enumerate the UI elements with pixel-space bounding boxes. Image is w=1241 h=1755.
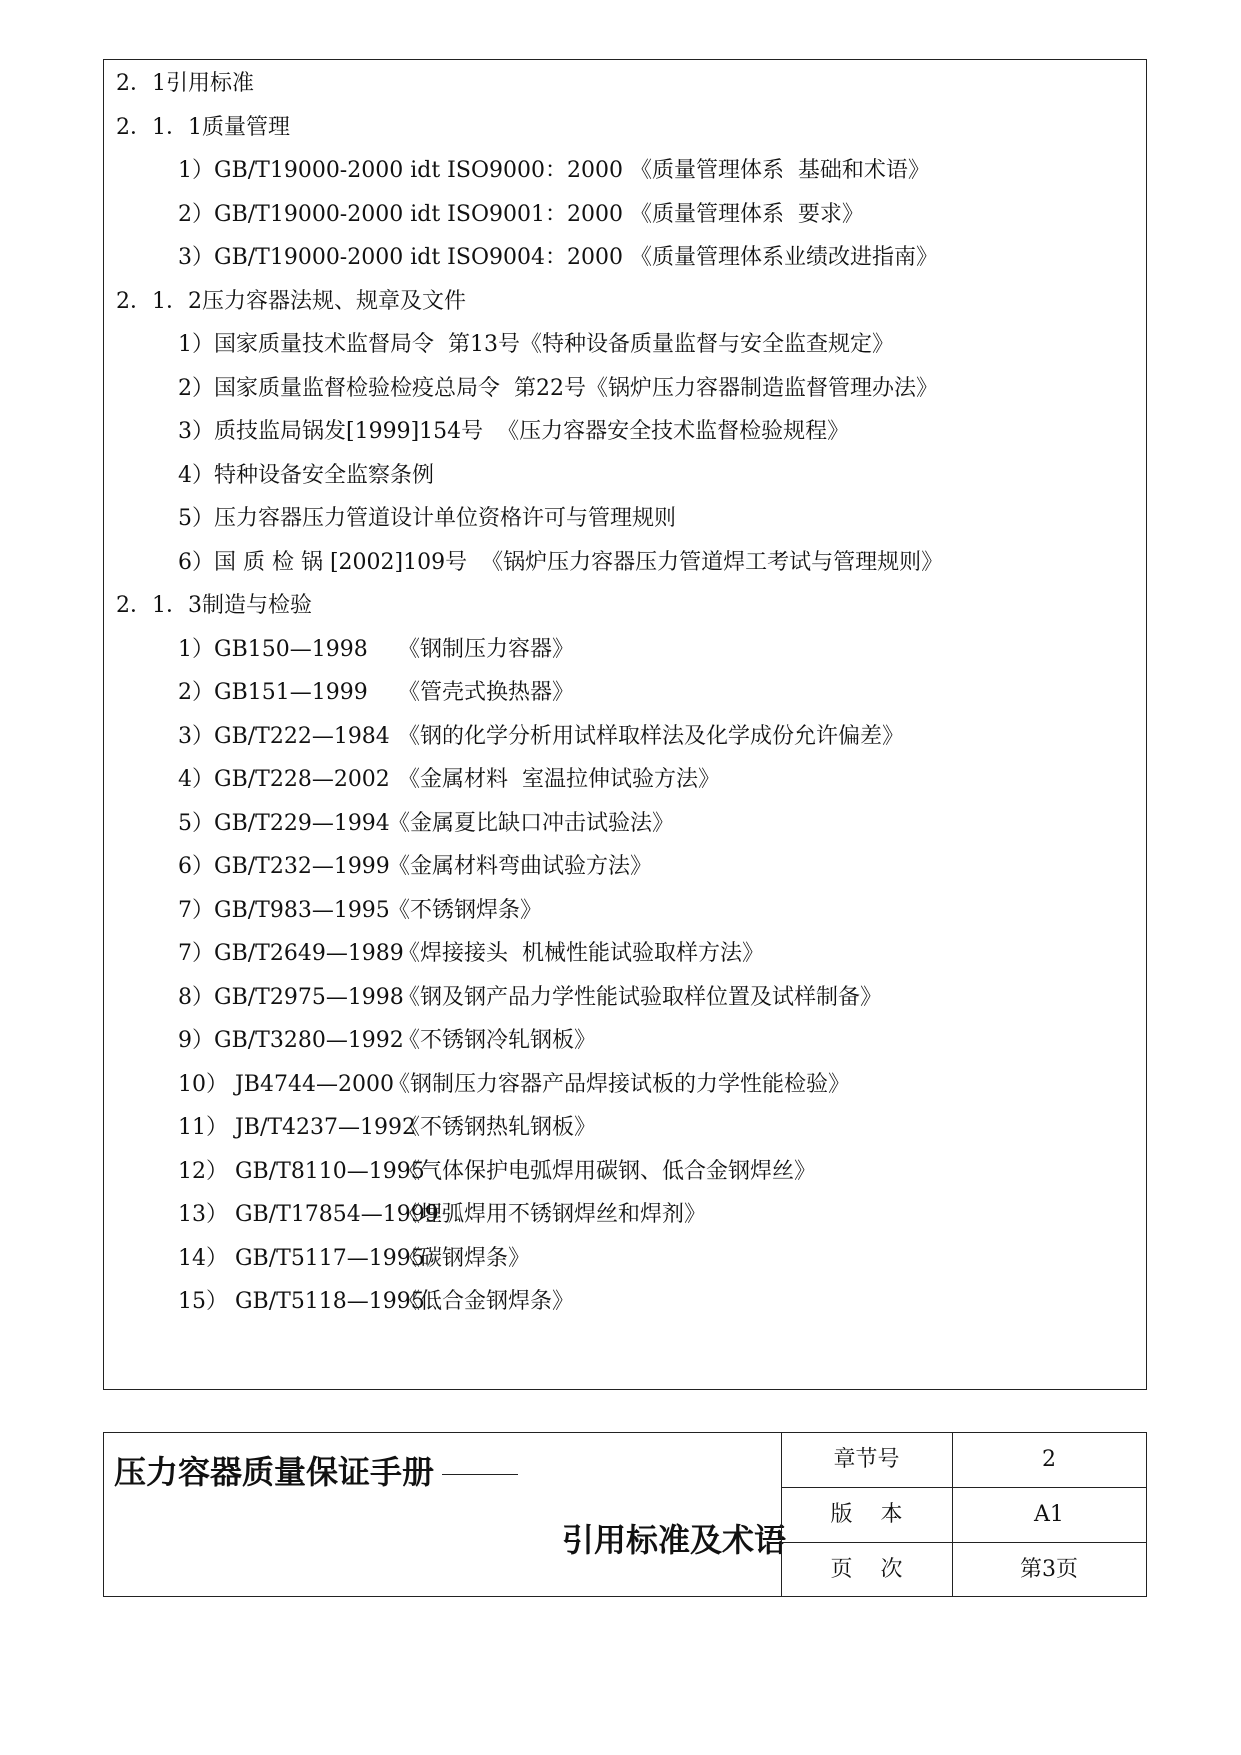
standard-code: 11） JB/T4237—1992 bbox=[178, 1115, 417, 1140]
standard-item bbox=[178, 1071, 850, 1099]
standard-item bbox=[178, 1288, 574, 1316]
reference-item: 4）特种设备安全监察条例 bbox=[178, 462, 434, 488]
standard-code: 9）GB/T3280—1992 bbox=[178, 1028, 404, 1053]
standard-item bbox=[178, 723, 904, 751]
page-label: 页 次 bbox=[830, 1557, 903, 1582]
manual-title: 压力容器质量保证手册 bbox=[114, 1447, 518, 1493]
standard-item bbox=[178, 897, 542, 925]
standard-code: 10） JB4744—2000 bbox=[178, 1071, 394, 1097]
standard-title: 《金属材料弯曲试验方法》 bbox=[388, 854, 653, 879]
standard-code: 4）GB/T228—2002 bbox=[178, 767, 390, 792]
standard-title: 《管壳式换热器》 bbox=[398, 680, 575, 705]
reference-item: 2）GB/T19000-2000 idt ISO9001：2000 《质量管理体系 要求》 bbox=[178, 201, 864, 227]
standard-title: 《不锈钢热轧钢板》 bbox=[398, 1115, 597, 1140]
standard-item bbox=[178, 810, 674, 838]
reference-item: 1）国家质量技术监督局令 第13号《特种设备质量监督与安全监查规定》 bbox=[178, 332, 894, 357]
reference-item: 6）国 质 检 锅 [2002]109号 《锅炉压力容器压力管道焊工考试与管理规则》 bbox=[178, 549, 944, 575]
standard-title: 《低合金钢焊条》 bbox=[398, 1289, 575, 1314]
standard-item bbox=[178, 1027, 596, 1055]
section-heading: 2．1．3制造与检验 bbox=[116, 593, 312, 618]
reference-item: 2）国家质量监督检验检疫总局令 第22号《锅炉压力容器制造监督管理办法》 bbox=[178, 375, 938, 401]
chapter-label: 章节号 bbox=[833, 1447, 900, 1472]
standard-title: 《钢及钢产品力学性能试验取样位置及试样制备》 bbox=[398, 984, 883, 1010]
title-dash bbox=[442, 1474, 518, 1475]
chapter-title: 引用标准及术语 bbox=[561, 1521, 786, 1559]
standard-title: 《不锈钢焊条》 bbox=[388, 897, 543, 923]
standard-code: 2）GB151—1999 bbox=[178, 680, 368, 705]
standard-item bbox=[178, 679, 574, 707]
section-heading: 2．1．1质量管理 bbox=[116, 114, 290, 140]
reference-item: 1）GB/T19000-2000 idt ISO9000：2000 《质量管理体系 基础和术语》 bbox=[178, 158, 930, 183]
page-value: 第3页 bbox=[1020, 1557, 1078, 1582]
standard-code: 14） GB/T5117—1995 bbox=[178, 1245, 425, 1271]
version-label: 版 本 bbox=[830, 1502, 903, 1527]
standard-code: 15） GB/T5118—1995 bbox=[178, 1289, 425, 1314]
standard-code: 13） GB/T17854—1999 bbox=[178, 1202, 439, 1227]
standard-item bbox=[178, 940, 764, 968]
standard-code: 8）GB/T2975—1998 bbox=[178, 984, 404, 1010]
standard-item bbox=[178, 853, 652, 881]
standard-title: 《钢制压力容器》 bbox=[398, 636, 575, 662]
standard-title: 《焊接接头 机械性能试验取样方法》 bbox=[398, 941, 764, 966]
standard-item bbox=[178, 984, 882, 1012]
content-frame bbox=[103, 59, 1147, 1390]
standard-code: 5）GB/T229—1994 bbox=[178, 810, 390, 836]
standard-title: 《金属夏比缺口冲击试验法》 bbox=[388, 810, 675, 836]
standard-item bbox=[178, 636, 574, 664]
reference-item: 3）GB/T19000-2000 idt ISO9004：2000 《质量管理体系业绩改进指南》 bbox=[178, 245, 938, 270]
standard-code: 7）GB/T2649—1989 bbox=[178, 941, 404, 966]
standard-item bbox=[178, 766, 720, 794]
reference-item: 3）质技监局锅发[1999]154号 《压力容器安全技术监督检验规程》 bbox=[178, 419, 850, 444]
section-heading: 2．1引用标准 bbox=[116, 71, 254, 96]
standard-title: 《埋弧焊用不锈钢焊丝和焊剂》 bbox=[398, 1202, 707, 1227]
standard-title: 《碳钢焊条》 bbox=[398, 1245, 531, 1271]
standard-code: 7）GB/T983—1995 bbox=[178, 897, 390, 923]
standard-title: 《钢的化学分析用试样取样法及化学成份允许偏差》 bbox=[398, 723, 905, 749]
standard-title: 《不锈钢冷轧钢板》 bbox=[398, 1028, 597, 1053]
standard-item bbox=[178, 1201, 706, 1229]
standard-title: 《钢制压力容器产品焊接试板的力学性能检验》 bbox=[388, 1071, 851, 1097]
standard-title: 《金属材料 室温拉伸试验方法》 bbox=[398, 767, 720, 792]
standard-title: 《气体保护电弧焊用碳钢、低合金钢焊丝》 bbox=[398, 1158, 817, 1184]
reference-item: 5）压力容器压力管道设计单位资格许可与管理规则 bbox=[178, 506, 676, 531]
chapter-value: 2 bbox=[1042, 1447, 1056, 1472]
standard-code: 6）GB/T232—1999 bbox=[178, 854, 390, 879]
standard-item bbox=[178, 1245, 530, 1273]
version-value: A1 bbox=[1034, 1502, 1064, 1527]
standard-code: 1）GB150—1998 bbox=[178, 636, 368, 662]
document-footer bbox=[103, 1432, 1147, 1597]
section-heading: 2．1．2压力容器法规、规章及文件 bbox=[116, 288, 466, 314]
standard-item bbox=[178, 1158, 816, 1186]
standard-item bbox=[178, 1114, 596, 1142]
standard-code: 3）GB/T222—1984 bbox=[178, 723, 390, 749]
standard-code: 12） GB/T8110—1995 bbox=[178, 1158, 425, 1184]
